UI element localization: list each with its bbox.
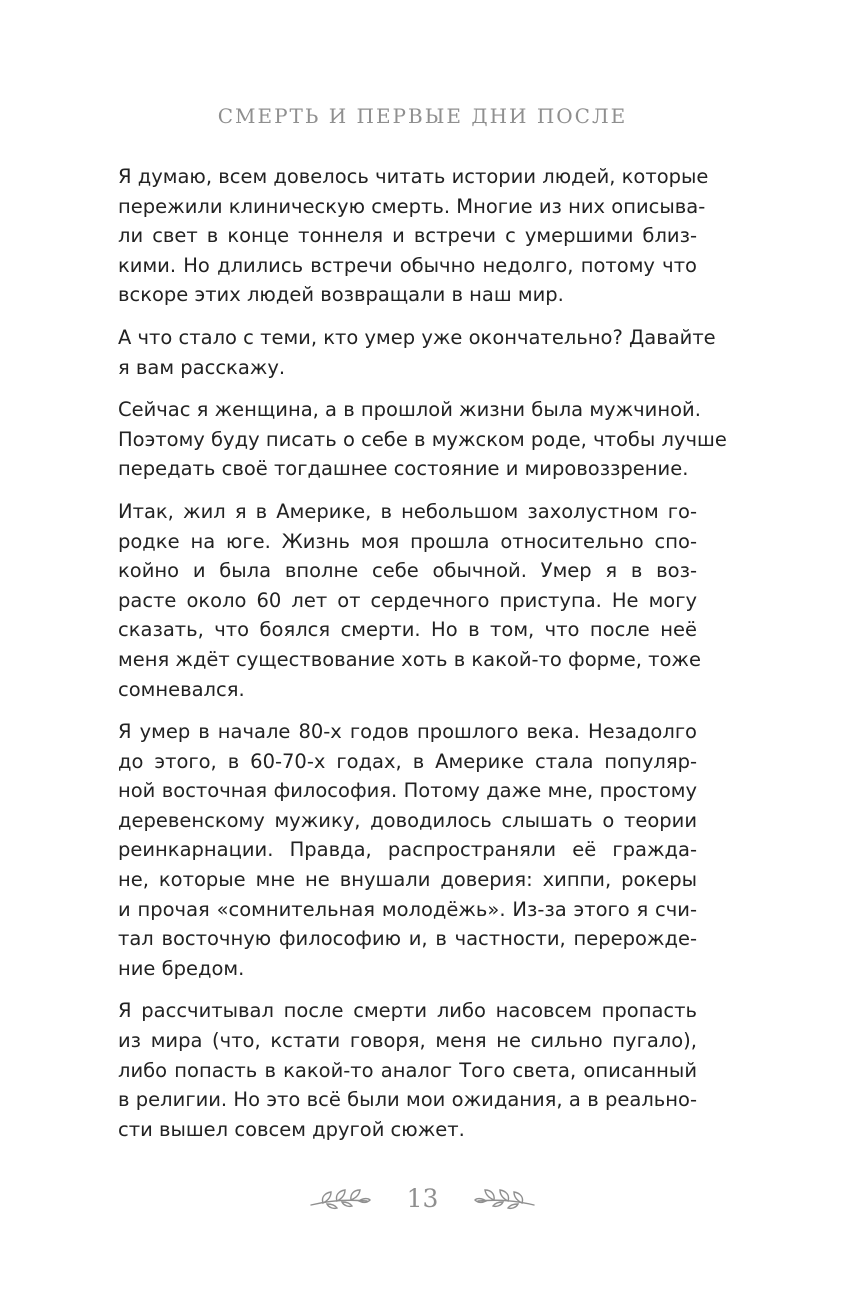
text-line: тал восточную философию и, в частности, перерожде- [118,927,697,951]
text-line: и прочая «сомнительная молодёжь». Из-за этого я счи- [118,897,697,921]
text-line: меня ждёт существование хоть в какой-то форме, тоже [118,647,701,671]
page-footer [0,1176,845,1220]
text-line: Я умер в начале 80-х годов прошлого века. Незадолго [118,720,697,744]
leaf-sprig-icon [474,1185,536,1211]
text-line: до этого, в 60-70-х годах, в Америке стала популяр- [118,749,697,773]
text-line: сти вышел совсем другой сюжет. [118,1117,465,1141]
paragraph [118,996,697,1144]
text-line: в религии. Но это всё были мои ожидания, а в реально- [118,1088,697,1112]
text-line: ли свет в конце тоннеля и встречи с умершими близ- [118,224,697,248]
text-line: А что стало с теми, кто умер уже окончательно? Давайте [118,325,716,349]
text-line: кими. Но длились встречи обычно недолго, потому что [118,253,697,277]
paragraph [118,497,701,704]
text-line: родке на юге. Жизнь моя прошла относительно спо- [118,529,697,553]
page-number: 13 [406,1183,439,1213]
text-line: койно и была вполне себе обычной. Умер я в воз- [118,559,697,583]
text-line: ной восточная философия. Потому даже мне, простому [118,779,697,803]
paragraph [118,323,716,382]
text-line: из мира (что, кстати говоря, меня не сильно пугало), [118,1029,697,1053]
text-line: ние бредом. [118,956,245,980]
paragraph [118,395,727,484]
text-line: Я рассчитывал после смерти либо насовсем пропасть [118,999,697,1023]
text-line: сказать, что боялся смерти. Но в том, что после неё [118,618,697,642]
text-line: я вам расскажу. [118,355,286,379]
text-line: деревенскому мужику, доводилось слышать о теории [118,808,697,832]
paragraph [118,162,709,310]
leaf-sprig-icon [309,1185,371,1211]
text-line: расте около 60 лет от сердечного приступа. Не могу [118,588,697,612]
text-line: Поэтому буду писать о себе в мужском роде, чтобы лучше [118,427,727,451]
text-line: Итак, жил я в Америке, в небольшом захолустном го- [118,499,697,523]
text-line: Я думаю, всем довелось читать истории людей, которые [118,165,709,188]
text-line: Сейчас я женщина, а в прошлой жизни была мужчиной. [118,398,701,422]
paragraph [118,717,697,983]
text-line: сомневался. [118,677,245,701]
running-header: СМЕРТЬ И ПЕРВЫЕ ДНИ ПОСЛЕ [217,104,628,128]
text-line: пережили клиническую смерть. Многие из них описыва- [118,194,706,218]
text-line: реинкарнации. Правда, распространяли её гражда- [118,838,697,862]
text-line: передать своё тогдашнее состояние и мировоззрение. [118,457,689,481]
text-line: либо попасть в какой-то аналог Того света, описанный [118,1058,697,1082]
text-line: вскоре этих людей возвращали в наш мир. [118,283,564,307]
text-line: не, которые мне не внушали доверия: хиппи, рокеры [118,868,697,892]
body-text [118,162,727,1157]
